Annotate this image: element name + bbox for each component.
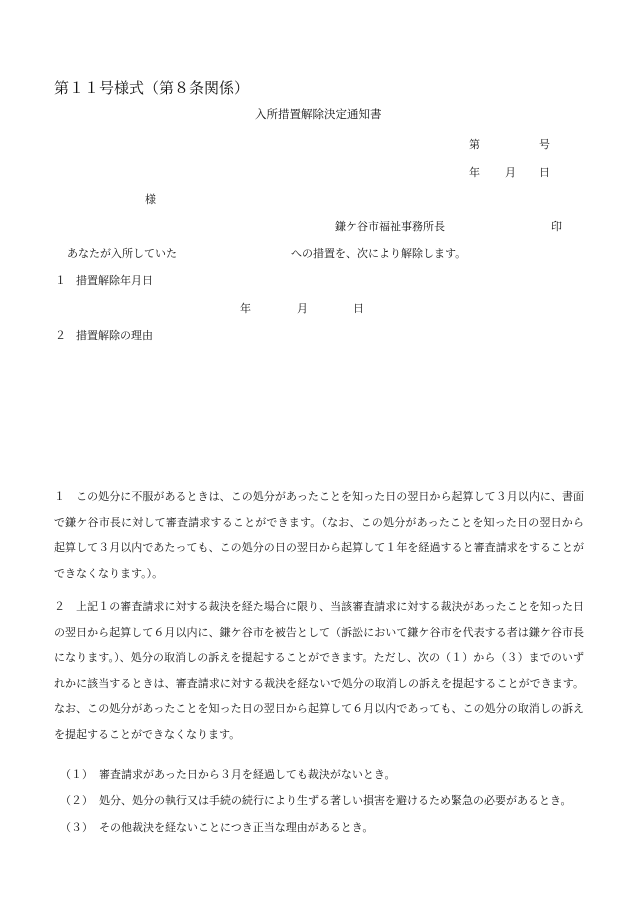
doc-number-suffix: 号	[539, 138, 550, 151]
section1-date-day: 日	[353, 302, 364, 315]
date-month: 月	[505, 166, 516, 179]
notice-item-1-number: （１）	[60, 768, 93, 781]
intro-text-2: への措置を、次により解除します。	[291, 247, 467, 260]
section1-date-month: 月	[297, 302, 308, 315]
date-day: 日	[539, 166, 550, 179]
doc-number-prefix: 第	[469, 138, 480, 151]
section1-number: １	[55, 274, 66, 287]
document-title: 入所措置解除決定通知書	[255, 107, 382, 121]
issuer-name: 鎌ケ谷市福祉事務所長	[335, 220, 445, 233]
section2-number: ２	[55, 329, 66, 342]
notice-item-3-number: （３）	[60, 821, 93, 834]
notice-item-1-text: 審査請求があった日から３月を経過しても裁決がないとき。	[99, 768, 396, 781]
seal-mark: 印	[551, 220, 562, 233]
notice-item-3-text: その他裁決を経ないことにつき正当な理由があるとき。	[99, 821, 374, 834]
section1-label: 措置解除年月日	[76, 274, 153, 287]
section2-label: 措置解除の理由	[76, 329, 153, 342]
intro-text-1: あなたが入所していた	[67, 247, 177, 260]
notice-paragraph-1: １ この処分に不服があるときは、この処分があったことを知った日の翌日から起算して３月以内に、書面で鎌ケ谷市長に対して審査請求することができます。（なお、この処分があったことを知った日の翌日から起算して３月以内であたっても、この処分の日の翌日から起算して１年を経過すると審査請求をすることができなくなります。）。	[54, 490, 584, 580]
notice-paragraph-2: ２ 上記１の審査請求に対する裁決を経た場合に限り、当該審査請求に対する裁決があったことを知った日の翌日から起算して６月以内に、鎌ケ谷市を被告として（訴訟において鎌ケ谷市を代表する者は鎌ケ谷市長になります。）、処分の取消しの訴えを提起することができます。ただし、次の（１）から（３）までのいずれかに該当するときは、審査請求に対する裁決を経ないで処分の取消しの訴えを提起することができます。なお、この処分があったことを知った日の翌日から起算して６月以内であっても、この処分の取消しの訴えを提起することができなくなります。	[54, 600, 584, 741]
form-number: 第１１号様式（第８条関係）	[54, 79, 250, 97]
notice-item-2-number: （２）	[60, 794, 93, 807]
notice-item-2-text: 処分、処分の執行又は手続の続行により生ずる著しい損害を避けるため緊急の必要があるとき。	[99, 794, 572, 807]
addressee-honorific: 様	[145, 193, 156, 206]
section1-date-year: 年	[240, 302, 251, 315]
date-year: 年	[469, 166, 480, 179]
